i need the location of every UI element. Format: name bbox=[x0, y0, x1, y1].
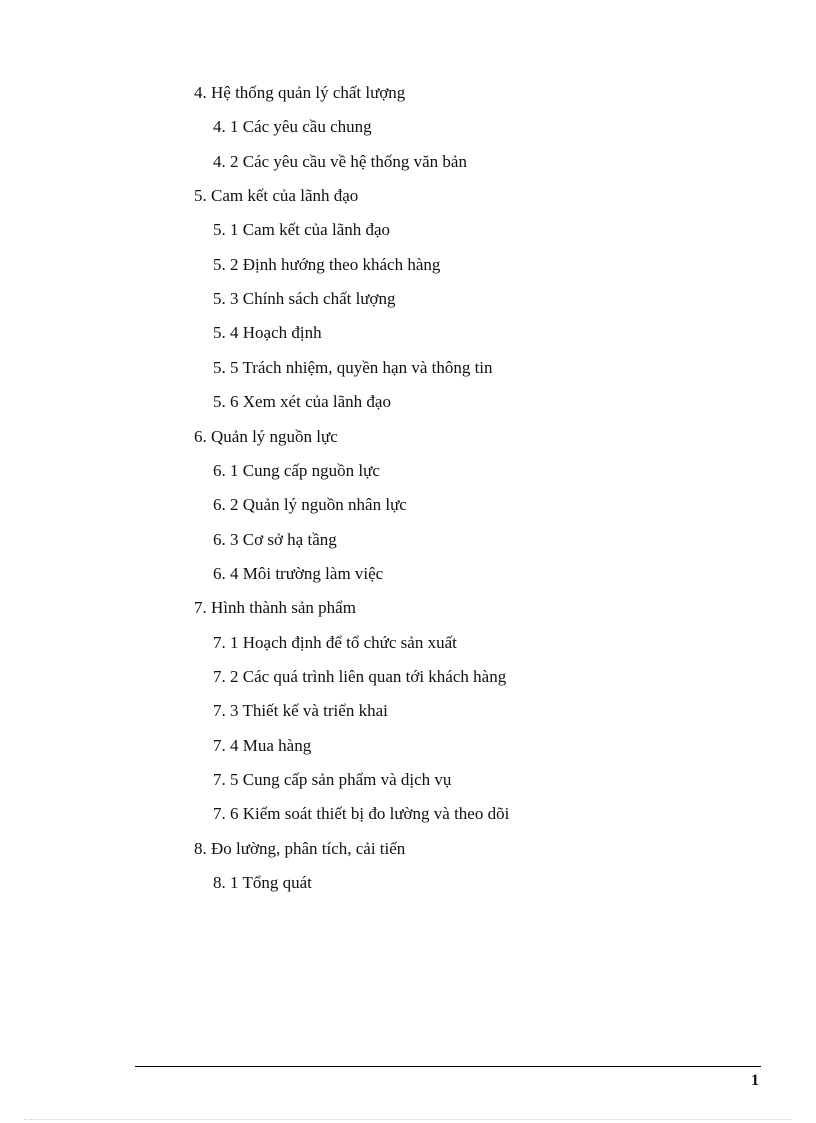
footer-divider bbox=[135, 1066, 761, 1067]
toc-subsection-item: 8. 1 Tổng quát bbox=[213, 873, 312, 893]
toc-subsection-item: 7. 2 Các quá trình liên quan tới khách hàng bbox=[213, 666, 507, 686]
toc-subsection-item: 5. 5 Trách nhiệm, quyền hạn và thông tin bbox=[213, 357, 493, 377]
page-bottom-edge bbox=[24, 1119, 792, 1120]
toc-subsection-item: 7. 6 Kiểm soát thiết bị đo lường và theo dõi bbox=[213, 804, 510, 824]
toc-subsection-item: 4. 1 Các yêu cầu chung bbox=[213, 117, 372, 137]
toc-subsection-item: 5. 2 Định hướng theo khách hàng bbox=[213, 254, 441, 274]
toc-subsection-item: 7. 5 Cung cấp sản phẩm và dịch vụ bbox=[213, 770, 452, 789]
page-number: 1 bbox=[751, 1072, 759, 1089]
toc-section-heading: 6. Quản lý nguồn lực bbox=[194, 426, 338, 446]
toc-subsection-item: 5. 6 Xem xét của lãnh đạo bbox=[213, 392, 391, 412]
toc-subsection-item: 6. 3 Cơ sở hạ tầng bbox=[213, 529, 337, 549]
toc-subsection-item: 5. 4 Hoạch định bbox=[213, 323, 322, 343]
toc-subsection-item: 6. 1 Cung cấp nguồn lực bbox=[213, 460, 380, 480]
toc-subsection-item: 7. 3 Thiết kế và triển khai bbox=[213, 701, 388, 721]
toc-subsection-item: 5. 1 Cam kết của lãnh đạo bbox=[213, 220, 391, 240]
toc-section-heading: 4. Hệ thống quản lý chất lượng bbox=[194, 83, 406, 102]
toc-subsection-item: 6. 4 Môi trường làm việc bbox=[213, 563, 384, 583]
toc-subsection-item: 5. 3 Chính sách chất lượng bbox=[213, 289, 396, 309]
toc-section-heading: 7. Hình thành sản phẩm bbox=[194, 598, 356, 618]
toc-subsection-item: 6. 2 Quản lý nguồn nhân lực bbox=[213, 495, 407, 515]
toc-subsection-item: 4. 2 Các yêu cầu về hệ thống văn bản bbox=[213, 151, 467, 171]
toc-subsection-item: 7. 4 Mua hàng bbox=[213, 735, 312, 755]
toc-section-heading: 5. Cam kết của lãnh đạo bbox=[194, 186, 359, 206]
toc-section-heading: 8. Đo lường, phân tích, cải tiến bbox=[194, 838, 406, 858]
toc-subsection-item: 7. 1 Hoạch định để tổ chức sản xuất bbox=[213, 632, 457, 652]
